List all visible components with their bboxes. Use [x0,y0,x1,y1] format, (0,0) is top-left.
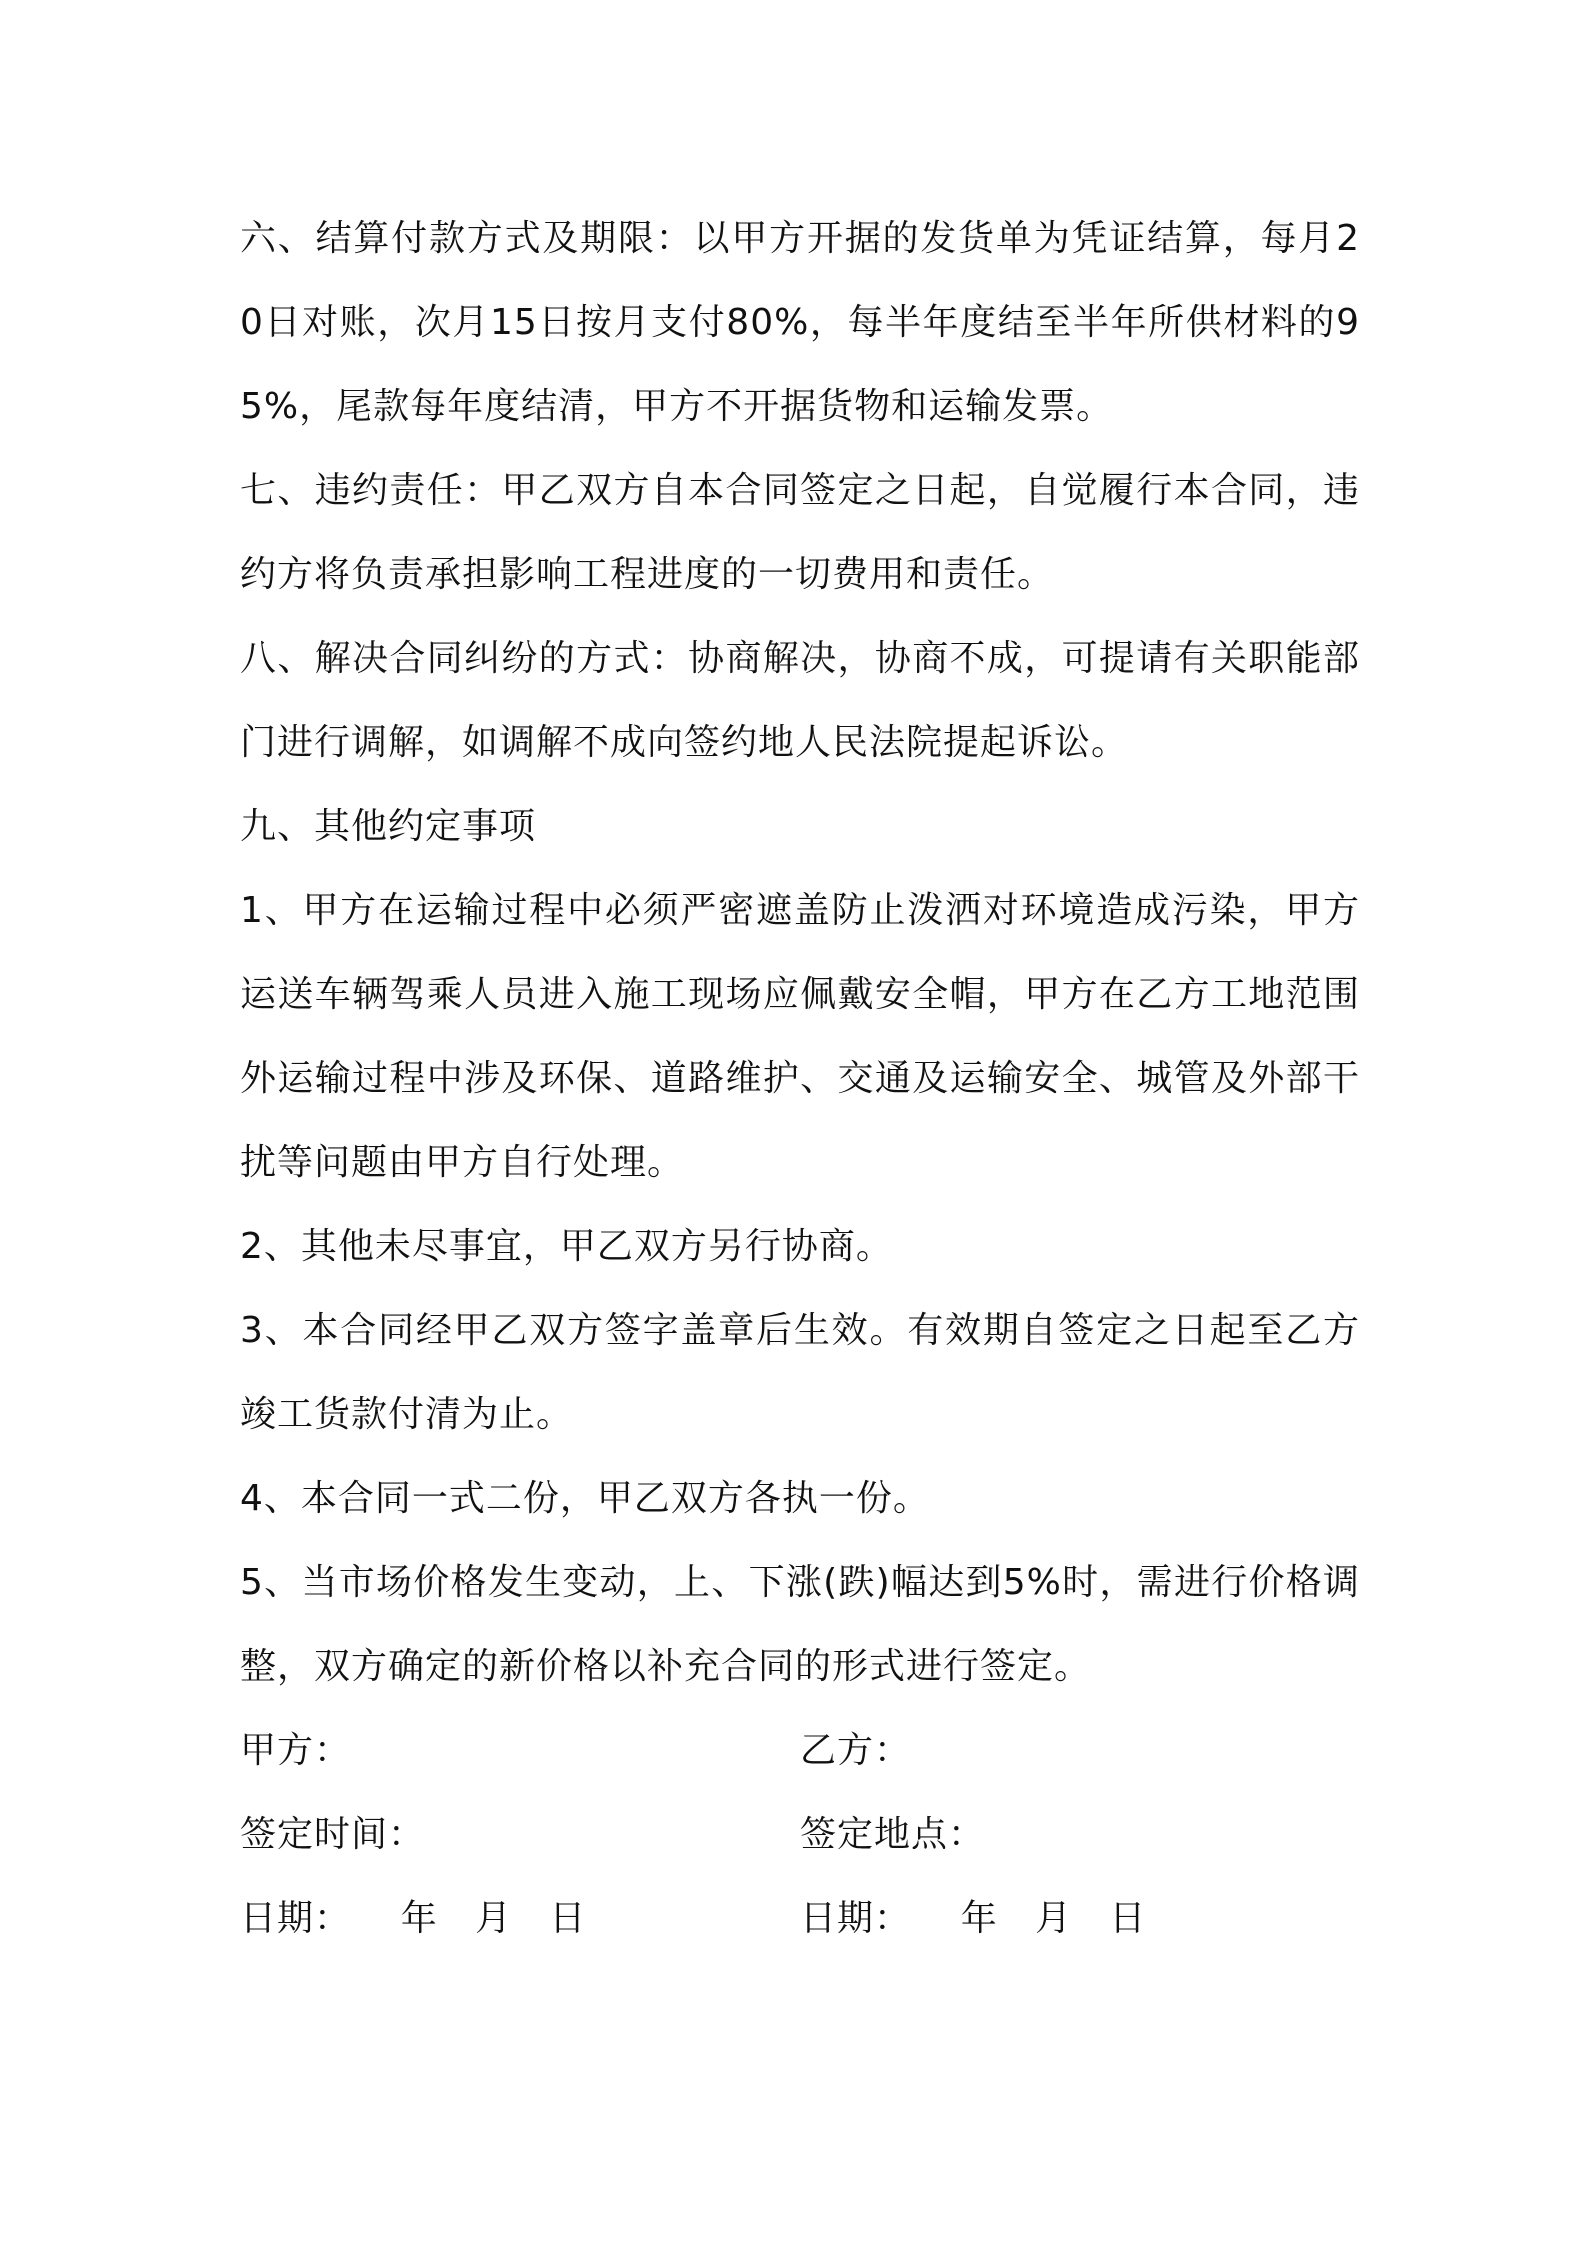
party-b-label: 乙方： [800,1730,912,1771]
item-2-other-matters: 2、其他未尽事宜，甲乙双方另行协商。 [240,1226,893,1267]
item-1-transport: 1、甲方在运输过程中必须严密遮盖防止泼洒对环境造成污染，甲方运送车辆驾乘人员进入施工现场应佩戴安全帽，甲方在乙方工地范围外运输过程中涉及环保、道路维护、交通及运输安全、城管及外部干扰等问题由甲方自行处理。 [240,890,1360,1183]
date-a-label: 日期： 年 月 日 [240,1898,587,1939]
signature-party-row [240,1709,1360,1793]
clause-7-liability: 七、违约责任：甲乙双方自本合同签定之日起，自觉履行本合同，违约方将负责承担影响工程进度的一切费用和责任。 [240,470,1360,595]
clause-8-dispute: 八、解决合同纠纷的方式：协商解决，协商不成，可提请有关职能部门进行调解，如调解不成向签约地人民法院提起诉讼。 [240,638,1360,763]
date-b-label: 日期： 年 月 日 [800,1898,1147,1939]
sign-time-label: 签定时间： [240,1814,426,1855]
item-5-price-adjustment: 5、当市场价格发生变动，上、下涨(跌)幅达到5%时，需进行价格调整，双方确定的新价格以补充合同的形式进行签定。 [240,1562,1360,1687]
clause-9-heading: 九、其他约定事项 [240,806,537,847]
signature-date-row [240,1877,1360,1961]
clause-6-settlement: 六、结算付款方式及期限：以甲方开据的发货单为凭证结算，每月20日对账，次月15日按月支付80%，每半年度结至半年所供材料的95%，尾款每年度结清，甲方不开据货物和运输发票。 [240,218,1360,427]
item-3-validity: 3、本合同经甲乙双方签字盖章后生效。有效期自签定之日起至乙方竣工货款付清为止。 [240,1310,1360,1435]
contract-body [240,197,1360,1961]
signature-time-place-row [240,1793,1360,1877]
item-4-copies: 4、本合同一式二份，甲乙双方各执一份。 [240,1478,930,1519]
party-a-label: 甲方： [240,1730,352,1771]
sign-place-label: 签定地点： [800,1814,986,1855]
